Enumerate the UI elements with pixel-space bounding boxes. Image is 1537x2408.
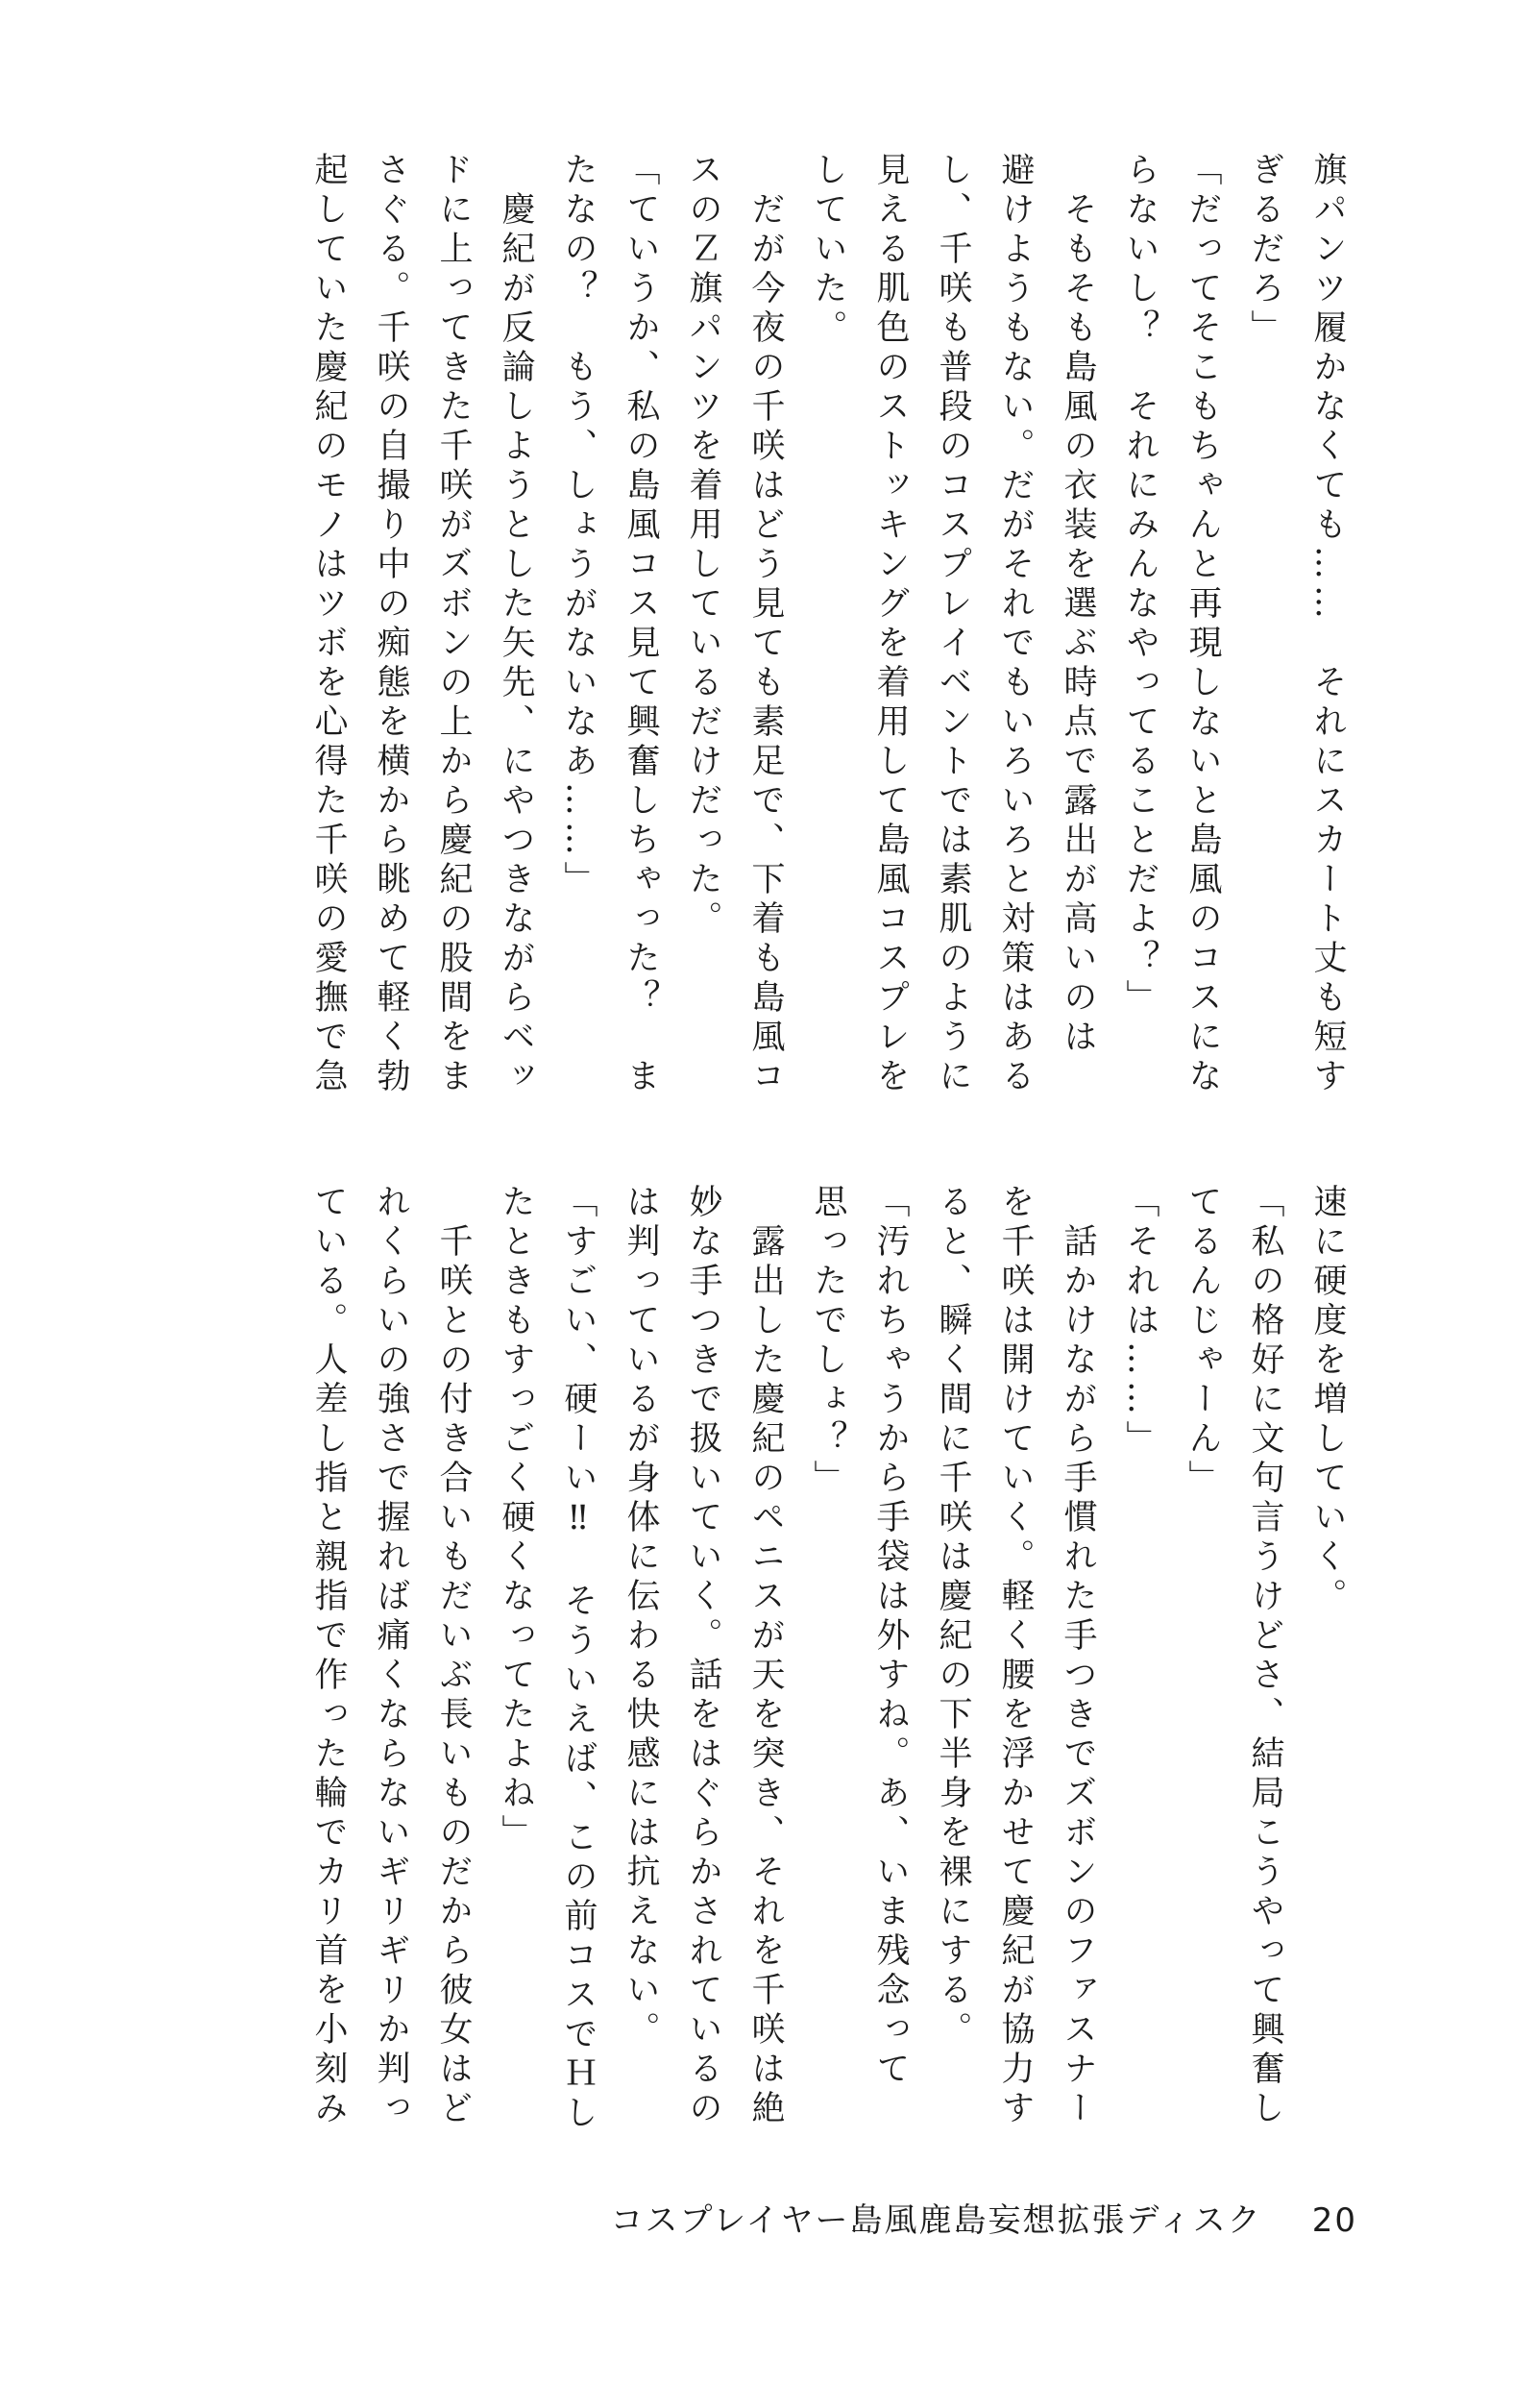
text-line: てるんじゃーん」 — [1183, 1184, 1222, 1499]
text-line: 「だってそこもちゃんと再現しないと島風のコスにな — [1183, 152, 1222, 1097]
text-block-top — [297, 152, 1358, 1122]
text-line: し、千咲も普段のコスプレイベントでは素肌のように — [934, 152, 972, 1097]
text-block-bottom — [297, 1184, 1358, 2154]
text-line: そもそも島風の衣装を選ぶ時点で露出が高いのは — [1059, 152, 1097, 1058]
text-line: 妙な手つきで扱いていく。話をはぐらかされているの — [684, 1184, 722, 2129]
text-line: 思ったでしょ？」 — [809, 1184, 847, 1499]
footer-title: コスプレイヤー島風鹿島妄想拡張ディスク — [610, 2201, 1262, 2240]
text-line: 「ていうか、私の島風コス見て興奮しちゃった？ ま — [622, 152, 660, 1097]
page-footer — [611, 2194, 1357, 2241]
text-line: たときもすっごく硬くなってたよね」 — [497, 1184, 535, 1854]
text-line: は判っているが身体に伝わる快感には抗えない。 — [622, 1184, 660, 2051]
text-line: 速に硬度を増していく。 — [1308, 1184, 1347, 1617]
text-line: 露出した慶紀のペニスが天を突き、それを千咲は絶 — [746, 1184, 785, 2129]
text-line: ている。人差し指と親指で作った輪でカリ首を小刻み — [309, 1184, 348, 2129]
text-line: 話かけながら手慣れた手つきでズボンのファスナー — [1059, 1184, 1097, 2129]
text-line: していた。 — [809, 152, 847, 349]
text-line: スのＺ旗パンツを着用しているだけだった。 — [684, 152, 722, 940]
text-line: 「私の格好に文句言うけどさ、結局こうやって興奮し — [1246, 1184, 1284, 2129]
text-line: を千咲は開けていく。軽く腰を浮かせて慶紀が協力す — [996, 1184, 1035, 2129]
text-line: 起していた慶紀のモノはツボを心得た千咲の愛撫で急 — [309, 152, 348, 1097]
text-line: 千咲との付き合いもだいぶ長いものだから彼女はど — [434, 1184, 473, 2129]
text-line: 「すごい、硬ーい‼ そういえば、この前コスでＨし — [559, 1184, 598, 2134]
text-line: 慶紀が反論しようとした矢先、にやつきながらベッ — [497, 152, 535, 1097]
text-line: 「汚れちゃうから手袋は外すね。あ、いま残念って — [871, 1184, 910, 2090]
text-line: ぎるだろ」 — [1246, 152, 1284, 349]
text-line: れくらいの強さで握れば痛くならないギリギリか判っ — [372, 1184, 410, 2129]
text-line: らないし？ それにみんなやってることだよ？」 — [1121, 152, 1159, 1019]
text-line: 避けようもない。だがそれでもいろいろと対策はある — [996, 152, 1035, 1097]
page-number: 20 — [1311, 2201, 1357, 2240]
text-line: さぐる。千咲の自撮り中の痴態を横から眺めて軽く勃 — [372, 152, 410, 1097]
text-line: ドに上ってきた千咲がズボンの上から慶紀の股間をま — [434, 152, 473, 1097]
text-line: だが今夜の千咲はどう見ても素足で、下着も島風コ — [746, 152, 785, 1097]
text-line: 旗パンツ履かなくても…… それにスカート丈も短す — [1308, 152, 1347, 1097]
text-line: 「それは……」 — [1121, 1184, 1159, 1460]
text-line: 見える肌色のストッキングを着用して島風コスプレを — [871, 152, 910, 1097]
text-line: ると、瞬く間に千咲は慶紀の下半身を裸にする。 — [934, 1184, 972, 2051]
text-line: たなの？ もう、しょうがないなあ……」 — [559, 152, 598, 900]
